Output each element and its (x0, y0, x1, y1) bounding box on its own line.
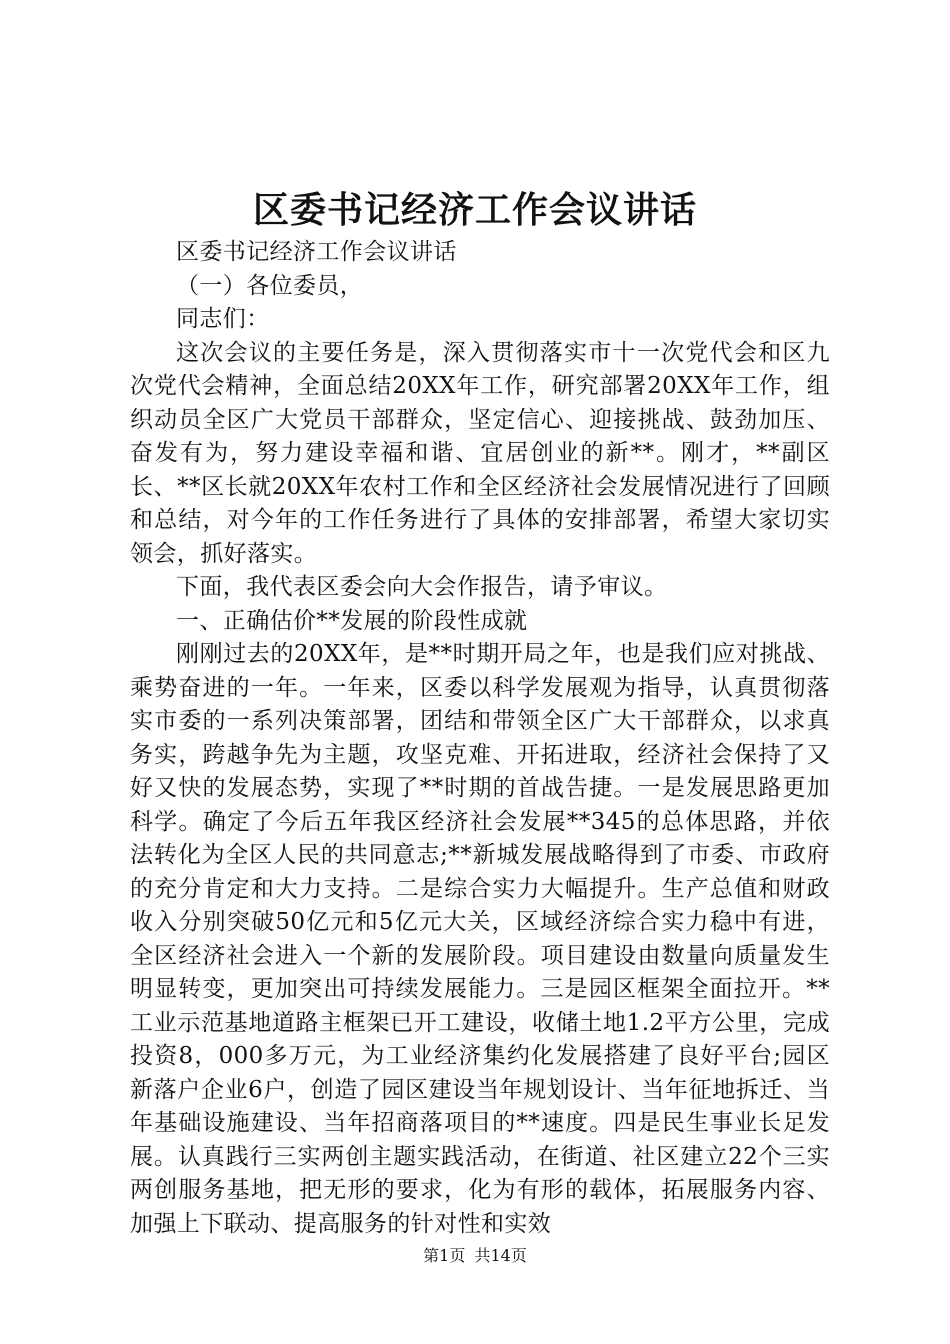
page-footer (0, 1244, 950, 1268)
paragraph-report: 下面，我代表区委会向大会作报告，请予审议。 (176, 574, 668, 600)
page-total: 共14页 (474, 1246, 527, 1265)
paragraph-salutation-2: 同志们： (176, 306, 270, 332)
paragraph-salutation-1: （一）各位委员， (176, 272, 364, 299)
paragraph-subtitle: 区委书记经济工作会议讲话 (176, 239, 457, 265)
paragraph-intro: 这次会议的主要任务是，深入贯彻落实市十一次党代会和区九次党代会精神，全面总结20XX年工作，研究部署20XX年工作，组织动员全区广大党员干部群众，坚定信心、迎接挑战、鼓劲加压、奋发有为，努力建设幸福和谐、宜居创业的新**。刚才，**副区长、**区长就20XX年农村工作和全区经济社会发展情况进行了回顾和总结，对今年的工作任务进行了具体的安排部署，希望大家切实领会，抓好落实。 (130, 339, 830, 567)
paragraph-achievements: 刚刚过去的20XX年，是**时期开局之年，也是我们应对挑战、乘势奋进的一年。一年来，区委以科学发展观为指导，认真贯彻落实市委的一系列决策部署，团结和带领全区广大干部群众，以求真务实，跨越争先为主题，攻坚克难、开拓进取，经济社会保持了又好又快的发展态势，实现了**时期的首战告捷。一是发展思路更加科学。确定了今后五年我区经济社会发展**345的总体思路，并依法转化为全区人民的共同意志;**新城发展战略得到了市委、市政府的充分肯定和大力支持。二是综合实力大幅提升。生产总值和财政收入分别突破50亿元和5亿元大关，区域经济综合实力稳中有进，全区经济社会进入一个新的发展阶段。项目建设由数量向质量发生明显转变，更加突出可持续发展能力。三是园区框架全面拉开。**工业示范基地道路主框架已开工建设，收储土地1.2平方公里，完成投资8，000多万元，为工业经济集约化发展搭建了良好平台;园区新落户企业6户，创造了园区建设当年规划设计、当年征地拆迁、当年基础设施建设、当年招商落项目的**速度。四是民生事业长足发展。认真践行三实两创主题实践活动，在街道、社区建立22个三实两创服务基地，把无形的要求，化为有形的载体，拓展服务内容、加强上下联动、提高服务的针对性和实效 (130, 641, 830, 1237)
document-title: 区委书记经济工作会议讲话 (252, 189, 697, 231)
page-number: 第1页 (423, 1246, 466, 1265)
section-heading-1: 一、正确估价**发展的阶段性成就 (176, 607, 528, 634)
document-body (130, 236, 830, 1241)
